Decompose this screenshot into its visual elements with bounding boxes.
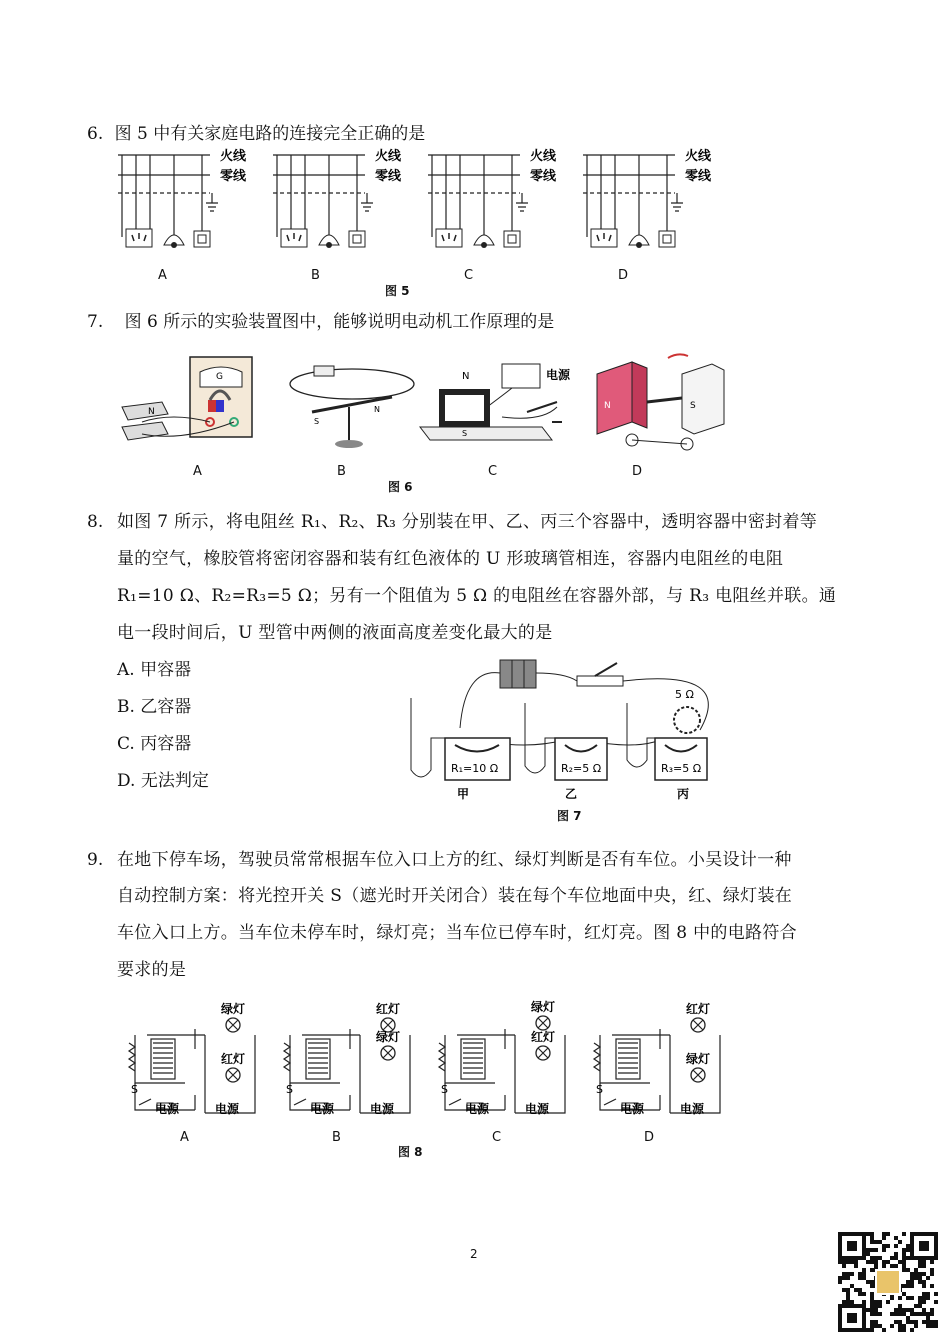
- fig5-neutral-label: 零线: [220, 169, 247, 184]
- q7-option-b: B: [337, 464, 346, 479]
- figure-8-relay-circuits: [105, 995, 735, 1125]
- q6-stem: [87, 124, 425, 144]
- fig7-yi-label: 乙: [565, 787, 578, 801]
- q9-line-2: 自动控制方案：将光控开关 S（遮光时开关闭合）装在每个车位地面中央，红、绿灯装在: [117, 886, 793, 906]
- fig6-d-generator-setup: [597, 354, 724, 450]
- fig5-switch: [504, 231, 520, 247]
- fig8-circuit-b: [284, 1001, 410, 1116]
- figure-8-caption: 图 8: [398, 1145, 423, 1159]
- fig6-meter-label: G: [216, 372, 223, 382]
- qr-code-image: [838, 1232, 938, 1332]
- fig8-circuit-d: [594, 1001, 720, 1116]
- fig8-spring: [129, 1043, 135, 1071]
- fig8-switch: [604, 1099, 616, 1105]
- fig5-live-label: 火线: [220, 149, 247, 164]
- svg-text:N: N: [604, 401, 611, 411]
- q6-option-d: D: [618, 268, 629, 283]
- q7-number: 7.: [87, 312, 104, 332]
- fig5-circuit-c: [428, 148, 557, 248]
- svg-text:S: S: [462, 429, 468, 438]
- q6-option-b: B: [311, 268, 320, 283]
- fig5-live-label: 火线: [685, 149, 712, 164]
- fig5-switch: [659, 231, 675, 247]
- fig8-spring: [439, 1043, 445, 1071]
- fig5-live-label: 火线: [530, 149, 557, 164]
- fig6-a-galvanometer-setup: [122, 357, 252, 440]
- q9-line-3: 车位入口上方。当车位未停车时，绿灯亮；当车位已停车时，红灯亮。图 8 中的电路符合: [117, 923, 797, 943]
- fig5-neutral-label: 零线: [375, 169, 402, 184]
- q9-option-a: A: [180, 1130, 189, 1145]
- q9-line-1: 在地下停车场，驾驶员常常根据车位入口上方的红、绿灯判断是否有车位。小吴设计一种: [117, 850, 792, 870]
- q8-line-1: 如图 7 所示，将电阻丝 R₁、R₂、R₃ 分别装在甲、乙、丙三个容器中，透明容器中密封着等: [117, 512, 818, 532]
- fig8-power-label-1: 电源: [310, 1102, 335, 1116]
- figure-6-experiments: [112, 352, 732, 462]
- q7-stem: [87, 312, 554, 332]
- fig8-lamp-label-1: 绿灯: [376, 1030, 401, 1044]
- fig8-switch: [294, 1099, 306, 1105]
- fig8-spring: [284, 1043, 290, 1071]
- fig8-switch: [139, 1099, 151, 1105]
- figure-6-caption: 图 6: [388, 480, 413, 494]
- q8-choice-c: C. 丙容器: [117, 734, 192, 754]
- fig8-circuit-a: [129, 1001, 255, 1116]
- fig8-power-label-2: 电源: [215, 1102, 240, 1116]
- fig8-lamp-label-0: 绿灯: [531, 1000, 556, 1014]
- fig8-lamp-label-1: 绿灯: [686, 1052, 711, 1066]
- svg-text:N: N: [462, 371, 470, 382]
- q6-option-a: A: [158, 268, 167, 283]
- fig7-battery: [500, 660, 536, 688]
- fig8-lamp-label-1: 红灯: [531, 1030, 556, 1044]
- q8-choice-b: B. 乙容器: [117, 697, 192, 717]
- fig6-power-label: 电源: [546, 368, 571, 382]
- fig5-switch: [349, 231, 365, 247]
- q7-option-c: C: [488, 464, 498, 479]
- fig7-jia-label: 甲: [457, 787, 470, 801]
- figure-5-circuits: [110, 145, 720, 255]
- fig7-external-resistor: [674, 707, 700, 733]
- page-number: 2: [470, 1247, 478, 1261]
- fig8-power-label-1: 电源: [465, 1102, 490, 1116]
- fig7-r3-label: R₃=5 Ω: [661, 762, 702, 775]
- fig5-live-label: 火线: [375, 149, 402, 164]
- fig8-switch-label: S: [441, 1083, 448, 1096]
- fig8-power-label-1: 电源: [620, 1102, 645, 1116]
- qr-center-logo: [876, 1270, 900, 1294]
- q8-line-4: 电一段时间后，U 型管中两侧的液面高度差变化最大的是: [117, 623, 553, 643]
- fig8-switch-label: S: [596, 1083, 603, 1096]
- fig8-lamp-label-0: 绿灯: [221, 1002, 246, 1016]
- fig8-power-label-2: 电源: [680, 1102, 705, 1116]
- fig7-external-label: 5 Ω: [675, 688, 694, 701]
- svg-text:N: N: [374, 405, 380, 414]
- figure-7-caption: 图 7: [557, 809, 582, 823]
- fig5-switch: [194, 231, 210, 247]
- fig8-switch: [449, 1099, 461, 1105]
- svg-text:S: S: [314, 417, 320, 426]
- q9-number: 9.: [87, 850, 104, 870]
- q6-option-c: C: [464, 268, 474, 283]
- q9-option-b: B: [332, 1130, 341, 1145]
- fig7-switch: [577, 663, 623, 686]
- figure-5-caption: 图 5: [385, 284, 410, 298]
- fig5-neutral-label: 零线: [530, 169, 557, 184]
- fig7-r1-label: R₁=10 Ω: [451, 762, 499, 775]
- q8-choice-d: D. 无法判定: [117, 771, 209, 791]
- fig8-circuit-c: [439, 999, 565, 1116]
- fig8-lamp-label-0: 红灯: [686, 1002, 711, 1016]
- fig7-bing-label: 丙: [677, 787, 690, 801]
- q6-number: 6.: [87, 124, 104, 144]
- figure-7-joule-heating: [405, 648, 725, 803]
- q7-option-a: A: [193, 464, 202, 479]
- q9-option-d: D: [644, 1130, 655, 1145]
- q8-line-3: R₁=10 Ω、R₂=R₃=5 Ω；另有一个阻值为 5 Ω 的电阻丝在容器外部，与 R₃ 电阻丝并联。通: [117, 586, 837, 606]
- fig8-lamp-label-1: 红灯: [221, 1052, 246, 1066]
- q9-option-c: C: [492, 1130, 502, 1145]
- q8-line-2: 量的空气，橡胶管将密闭容器和装有红色液体的 U 形玻璃管相连，容器内电阻丝的电阻: [117, 549, 784, 569]
- fig6-b-oersted-setup: [290, 366, 414, 448]
- q7-option-d: D: [632, 464, 643, 479]
- fig8-switch-label: S: [131, 1083, 138, 1096]
- fig8-switch-label: S: [286, 1083, 293, 1096]
- fig7-r2-label: R₂=5 Ω: [561, 762, 602, 775]
- fig8-power-label-1: 电源: [155, 1102, 180, 1116]
- q7-text: 图 6 所示的实验装置图中，能够说明电动机工作原理的是: [124, 312, 555, 332]
- fig8-power-label-2: 电源: [370, 1102, 395, 1116]
- fig8-lamp-label-0: 红灯: [376, 1002, 401, 1016]
- fig5-circuit-a: [118, 148, 247, 248]
- fig8-power-label-2: 电源: [525, 1102, 550, 1116]
- fig8-spring: [594, 1043, 600, 1071]
- fig5-circuit-b: [273, 148, 402, 248]
- svg-text:S: S: [690, 401, 696, 411]
- q9-line-4: 要求的是: [117, 960, 187, 980]
- fig6-c-motor-setup: [420, 364, 571, 440]
- fig5-neutral-label: 零线: [685, 169, 712, 184]
- q8-choice-a: A. 甲容器: [117, 660, 192, 680]
- q8-number: 8.: [87, 512, 104, 532]
- svg-text:N: N: [148, 407, 155, 417]
- fig5-circuit-d: [583, 148, 712, 248]
- q6-text: 图 5 中有关家庭电路的连接完全正确的是: [114, 124, 426, 144]
